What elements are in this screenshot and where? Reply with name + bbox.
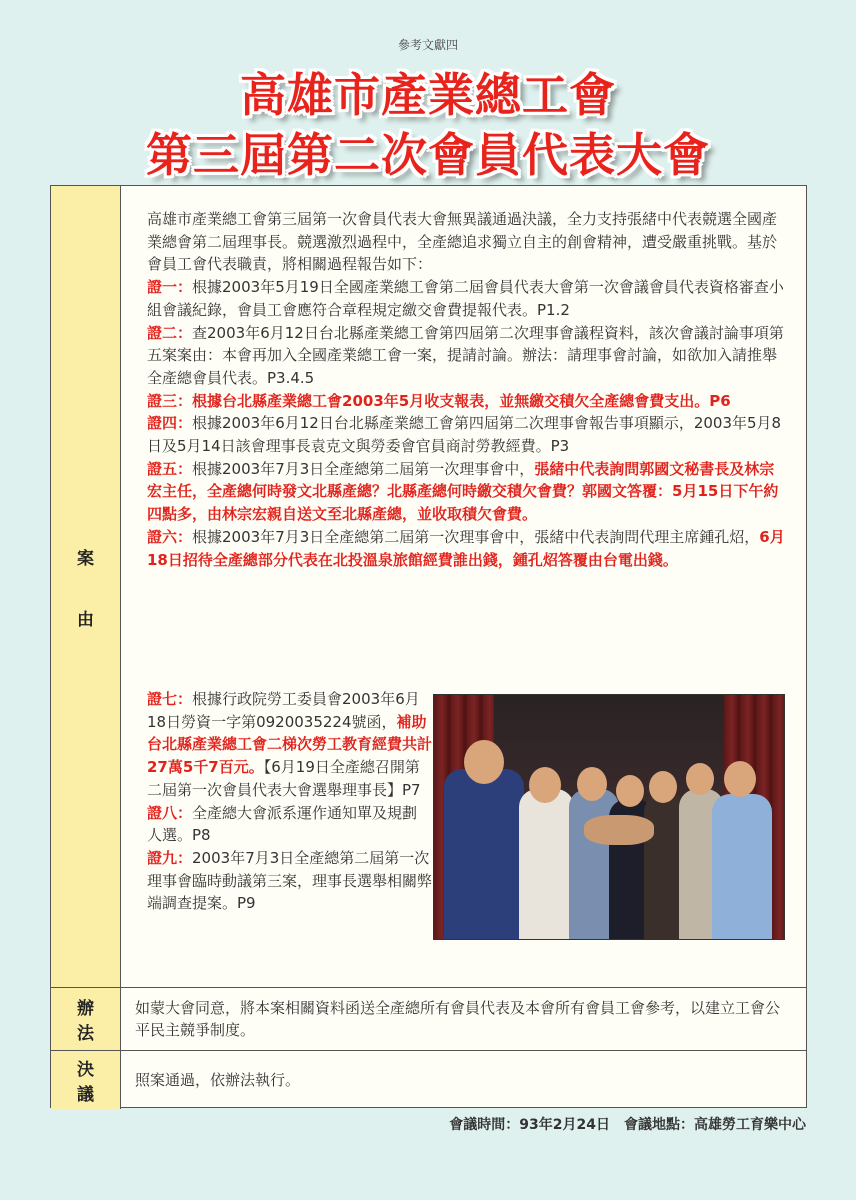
reason-label xyxy=(51,186,121,987)
evidence-item xyxy=(147,526,787,571)
meeting-info-footer: 會議時間：93年2月24日 會議地點：高雄勞工育樂中心 xyxy=(449,1117,806,1133)
photo-person-head xyxy=(529,767,561,803)
motion-table xyxy=(50,185,807,1108)
evidence-highlight: 根據台北縣產業總工會2003年5月收支報表，並無繳交積欠全產總會費支出。P6 xyxy=(192,391,731,410)
evidence-item xyxy=(147,322,787,390)
evidence-text: 根據2003年7月3日全產總第二屆第一次理事會中， xyxy=(192,459,535,478)
evidence-item xyxy=(147,688,432,802)
reason-label-char-1: 案 xyxy=(77,548,94,569)
evidence-tag: 證三： xyxy=(147,391,193,410)
evidence-text: 根據2003年5月19日全國產業總工會第二屆會員代表大會第一次會議會員代表資格審查小組會議紀錄，會員工會應符合章程規定繳交會費提報代表。P1.2 xyxy=(147,278,784,319)
evidence-tag: 證一： xyxy=(147,278,193,297)
reason-content xyxy=(121,186,806,987)
evidence-tag: 證六： xyxy=(147,527,193,546)
photo-person xyxy=(519,789,574,939)
photo-person-head xyxy=(464,740,504,784)
reason-row xyxy=(51,186,806,988)
evidence-tag: 證七： xyxy=(147,690,193,708)
resolution-label-char-2: 議 xyxy=(77,1085,94,1105)
evidence-tag: 證四： xyxy=(147,414,193,433)
evidence-highlight: 補助台北縣產業總工會二梯次勞工教育經費共計27萬5千7百元。 xyxy=(147,712,433,777)
evidence-highlight: 6月18日招待全產總部分代表在北投溫泉旅館經費誰出錢，鍾孔炤答覆由台電出錢。 xyxy=(147,527,785,569)
reason-text-block xyxy=(147,208,787,571)
resolution-text: 照案通過，依辦法執行。 xyxy=(135,1071,301,1089)
reference-label: 參考文獻四 xyxy=(397,38,458,52)
evidence-item xyxy=(147,802,432,847)
evidence-text: 全產總大會派系運作通知單及規劃人選。P8 xyxy=(147,803,418,845)
evidence-highlight: 張緒中代表詢問郭國文秘書長及林宗宏主任，全產總何時發文北縣產總？北縣產總何時繳交積欠會費？郭國文答覆：5月15日下午約四點多，由林宗宏親自送文至北縣產總，並收取積欠會費。 xyxy=(147,459,779,524)
reason-text-narrow xyxy=(147,688,432,915)
resolution-row xyxy=(51,1051,806,1109)
evidence-tag: 證五： xyxy=(147,459,193,478)
method-label xyxy=(51,988,121,1050)
photo-person-head xyxy=(616,775,644,807)
method-content xyxy=(121,988,806,1050)
photo-person xyxy=(712,794,772,939)
evidence-item xyxy=(147,458,787,526)
photo-person-head xyxy=(577,767,607,801)
method-label-char-2: 法 xyxy=(77,1024,94,1044)
photo-person xyxy=(444,769,524,939)
group-photo xyxy=(433,694,785,940)
evidence-item xyxy=(147,276,787,321)
evidence-tag: 證二： xyxy=(147,323,193,342)
evidence-text: 根據行政院勞工委員會2003年6月18日勞資一字第0920035224號函， xyxy=(147,690,420,731)
resolution-label xyxy=(51,1051,121,1109)
photo-person-head xyxy=(724,761,756,797)
method-row xyxy=(51,988,806,1051)
evidence-text: 根據2003年6月12日台北縣產業總工會第四屆第二次理事會報告事項顯示，2003年5月8日及5月14日該會理事長袁克文與勞委會官員商討勞教經費。P3 xyxy=(147,414,782,456)
method-label-char-1: 辦 xyxy=(77,999,94,1019)
page-title-line2: 第三屆第二次會員代表大會 xyxy=(146,128,710,182)
photo-joined-hands xyxy=(584,815,654,845)
evidence-tag: 證八： xyxy=(147,803,193,822)
reason-intro: 高雄市產業總工會第三屆第一次會員代表大會無異議通過決議，全力支持張緒中代表競選全國產業總會第二屆理事長。競選激烈過程中，全產總追求獨立自主的創會精神，遭受嚴重挑戰。基於會員工會代表職責，將相關過程報告如下： xyxy=(147,210,778,274)
method-text: 如蒙大會同意，將本案相關資料函送全產總所有會員代表及本會所有會員工會參考，以建立工會公平民主競爭制度。 xyxy=(135,999,781,1039)
evidence-item xyxy=(147,847,432,915)
evidence-item xyxy=(147,390,787,413)
evidence-item xyxy=(147,412,787,457)
resolution-content xyxy=(121,1051,806,1109)
evidence-after: 【6月19日全產總召開第二屆第一次會員代表大會選舉理事長】P7 xyxy=(147,758,421,799)
photo-person-head xyxy=(649,771,677,803)
page-title-line1: 高雄市產業總工會 xyxy=(240,68,616,122)
photo-person-head xyxy=(686,763,714,795)
reason-label-char-2: 由 xyxy=(77,609,94,630)
evidence-tag: 證九： xyxy=(147,848,193,867)
evidence-text: 2003年7月3日全產總第二屆第一次理事會臨時動議第三案，理事長選舉相關弊端調查提案。P9 xyxy=(147,848,433,913)
resolution-label-char-1: 決 xyxy=(77,1060,94,1080)
evidence-text: 查2003年6月12日台北縣產業總工會第四屆第二次理事會議程資料，該次會議討論事項第五案案由：本會再加入全國產業總工會一案，提請討論。辦法：請理事會討論，如欲加入請推舉全產總會員代表。P3.4.5 xyxy=(147,323,784,387)
evidence-text: 根據2003年7月3日全產總第二屆第一次理事會中，張緒中代表詢問代理主席鍾孔炤， xyxy=(192,527,760,546)
